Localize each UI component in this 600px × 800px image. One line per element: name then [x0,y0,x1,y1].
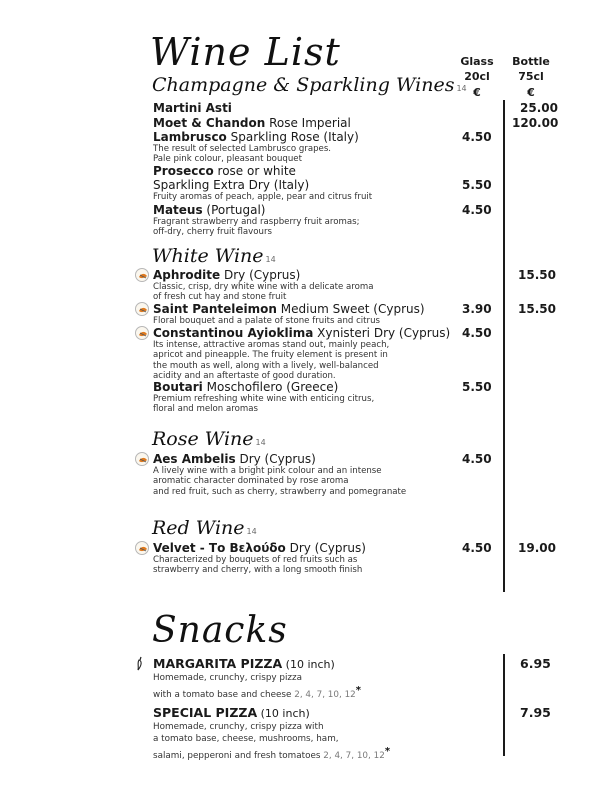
wine-item-aphrodite [153,268,453,303]
snack-size: (10 inch) [257,707,310,720]
snack-description: with a tomato base and cheese [153,689,295,700]
wine-name: Aes Ambelis [153,452,236,466]
wine-style: Medium Sweet (Cyprus) [276,302,425,316]
bottle-price: 25.00 [520,101,558,115]
wine-item-martini-asti [153,101,453,115]
allergen-code: 14 [265,255,276,264]
wine-item-lambrusco [153,130,453,165]
wine-style: Xynisteri Dry (Cyprus) [313,326,451,340]
bottle-price: 15.50 [518,268,556,282]
wine-style: Sparkling Rose (Italy) [226,130,359,144]
wine-name: Velvet - Το Βελούδο [153,541,286,555]
bottle-price: 120.00 [512,116,559,130]
wine-description: off-dry, cherry fruit flavours [153,227,272,238]
glass-price: 3.90 [462,302,492,316]
wine-item-boutari [153,380,453,415]
allergen-code: 14 [255,438,266,447]
wine-description: A lively wine with a bright pink colour and an intense [153,466,382,476]
chili-pepper-icon [134,656,146,672]
wine-name: Mateus [153,203,203,217]
section-title-rose [152,428,266,450]
glass-label: Glass [460,55,494,68]
wine-description: The result of selected Lambrusco grapes. [153,144,332,154]
wine-style-line: Sparkling Extra Dry (Italy) [153,178,310,192]
wine-name: Aphrodite [153,268,221,282]
snack-description: a tomato base, cheese, mushrooms, ham, [153,734,339,744]
bottle-column-header [508,54,554,100]
snack-description-line [153,685,483,701]
section-title-text: Rose Wine [152,428,254,450]
glass-price: 4.50 [462,130,492,144]
wine-item-velvet [153,541,453,576]
snack-description: Homemade, crunchy, crispy pizza with [153,722,324,732]
glass-price: 5.50 [462,380,492,394]
wine-name: Lambrusco [153,130,227,144]
wine-description: aromatic character dominated by rose aroma [153,476,349,487]
allergen-code: 14 [246,527,257,536]
bottle-size: 75cl [518,70,544,83]
snack-description-line [153,746,483,762]
snacks-title: Snacks [152,610,288,651]
glass-currency: € [473,86,481,99]
wine-item-aes-ambelis [153,452,453,497]
wine-item-moet-chandon [153,116,453,130]
glass-price: 4.50 [462,203,492,217]
wine-name: Boutari [153,380,203,394]
snack-name: SPECIAL PIZZA [153,705,258,720]
glass-price: 4.50 [462,541,492,555]
wine-name: Constantinou Ayioklima [153,326,314,340]
page-title: Wine List [150,30,341,74]
snack-description: Homemade, crunchy, crispy pizza [153,673,303,683]
section-title-red [152,517,257,539]
snack-name: MARGARITA PIZZA [153,656,283,671]
wine-description: Characterized by bouquets of red fruits such as [153,555,358,565]
glass-price: 5.50 [462,178,492,192]
wine-name: Moet & Chandon [153,116,266,130]
allergen-codes: 2, 4, 7, 10, 12 [323,750,385,761]
wine-description: strawberry and cherry, with a long smooth finish [153,565,363,576]
wine-style: (Portugal) [202,203,266,217]
snack-description: salami, pepperoni and fresh tomatoes [153,750,324,761]
allergen-mark: * [355,685,362,696]
wine-description: and red fruit, such as cherry, strawberry and pomegranate [153,486,407,497]
section-title-text: Red Wine [152,517,245,539]
wine-style: rose or white [213,164,296,178]
wine-description: Premium refreshing white wine with enticing citrus, [153,394,375,404]
wine-name: Prosecco [153,164,214,178]
wine-description: Classic, crisp, dry white wine with a delicate aroma [153,282,374,292]
local-wine-badge-icon [135,452,149,466]
local-wine-badge-icon [135,326,149,340]
snack-price: 7.95 [520,705,551,720]
wine-style: Dry (Cyprus) [285,541,366,555]
section-title-white [152,245,276,267]
column-divider [503,100,505,592]
snack-item-margarita-pizza [153,656,483,701]
wine-description: Pale pink colour, pleasant bouquet [153,154,302,165]
bottle-currency: € [527,86,535,99]
wine-style: Moschofilero (Greece) [202,380,339,394]
wine-style: Rose Imperial [265,116,351,130]
wine-description: Fragrant strawberry and raspberry fruit aromas; [153,217,360,227]
wine-style: Dry (Cyprus) [235,452,316,466]
wine-description: of fresh cut hay and stone fruit [153,292,287,303]
wine-item-constantinou-ayioklima [153,326,453,382]
wine-description: the mouth as well, along with a lively, well-balanced [153,360,379,371]
snacks-column-divider [503,654,505,756]
wine-item-prosecco [153,164,453,202]
wine-description: floral and melon aromas [153,404,258,415]
section-title-text: Champagne & Sparkling Wines [152,74,455,96]
section-title-sparkling [152,74,467,96]
wine-description: Floral bouquet and a palate of stone fruits and citrus [153,316,381,326]
section-title-text: White Wine [152,245,264,267]
allergen-mark: * [384,746,391,757]
wine-item-mateus [153,203,453,238]
wine-style: Dry (Cyprus) [220,268,301,282]
bottle-label: Bottle [512,55,550,68]
glass-size: 20cl [464,70,490,83]
allergen-codes: 2, 4, 7, 10, 12 [294,689,356,700]
local-wine-badge-icon [135,541,149,555]
allergen-code: 14 [456,84,467,93]
glass-price: 4.50 [462,326,492,340]
wine-description: acidity and an aftertaste of good duration. [153,371,336,382]
snack-price: 6.95 [520,656,551,671]
bottle-price: 15.50 [518,302,556,316]
wine-description: apricot and pineapple. The fruity element is present in [153,350,388,361]
wine-name: Saint Panteleimon [153,302,277,316]
snack-item-special-pizza [153,705,483,762]
glass-price: 4.50 [462,452,492,466]
wine-description: Fruity aromas of peach, apple, pear and citrus fruit [153,192,373,202]
bottle-price: 19.00 [518,541,556,555]
wine-item-saint-panteleimon [153,302,453,326]
wine-description: Its intense, attractive aromas stand out, mainly peach, [153,340,390,350]
local-wine-badge-icon [135,302,149,316]
wine-name: Martini Asti [153,101,232,115]
local-wine-badge-icon [135,268,149,282]
snack-size: (10 inch) [282,658,335,671]
